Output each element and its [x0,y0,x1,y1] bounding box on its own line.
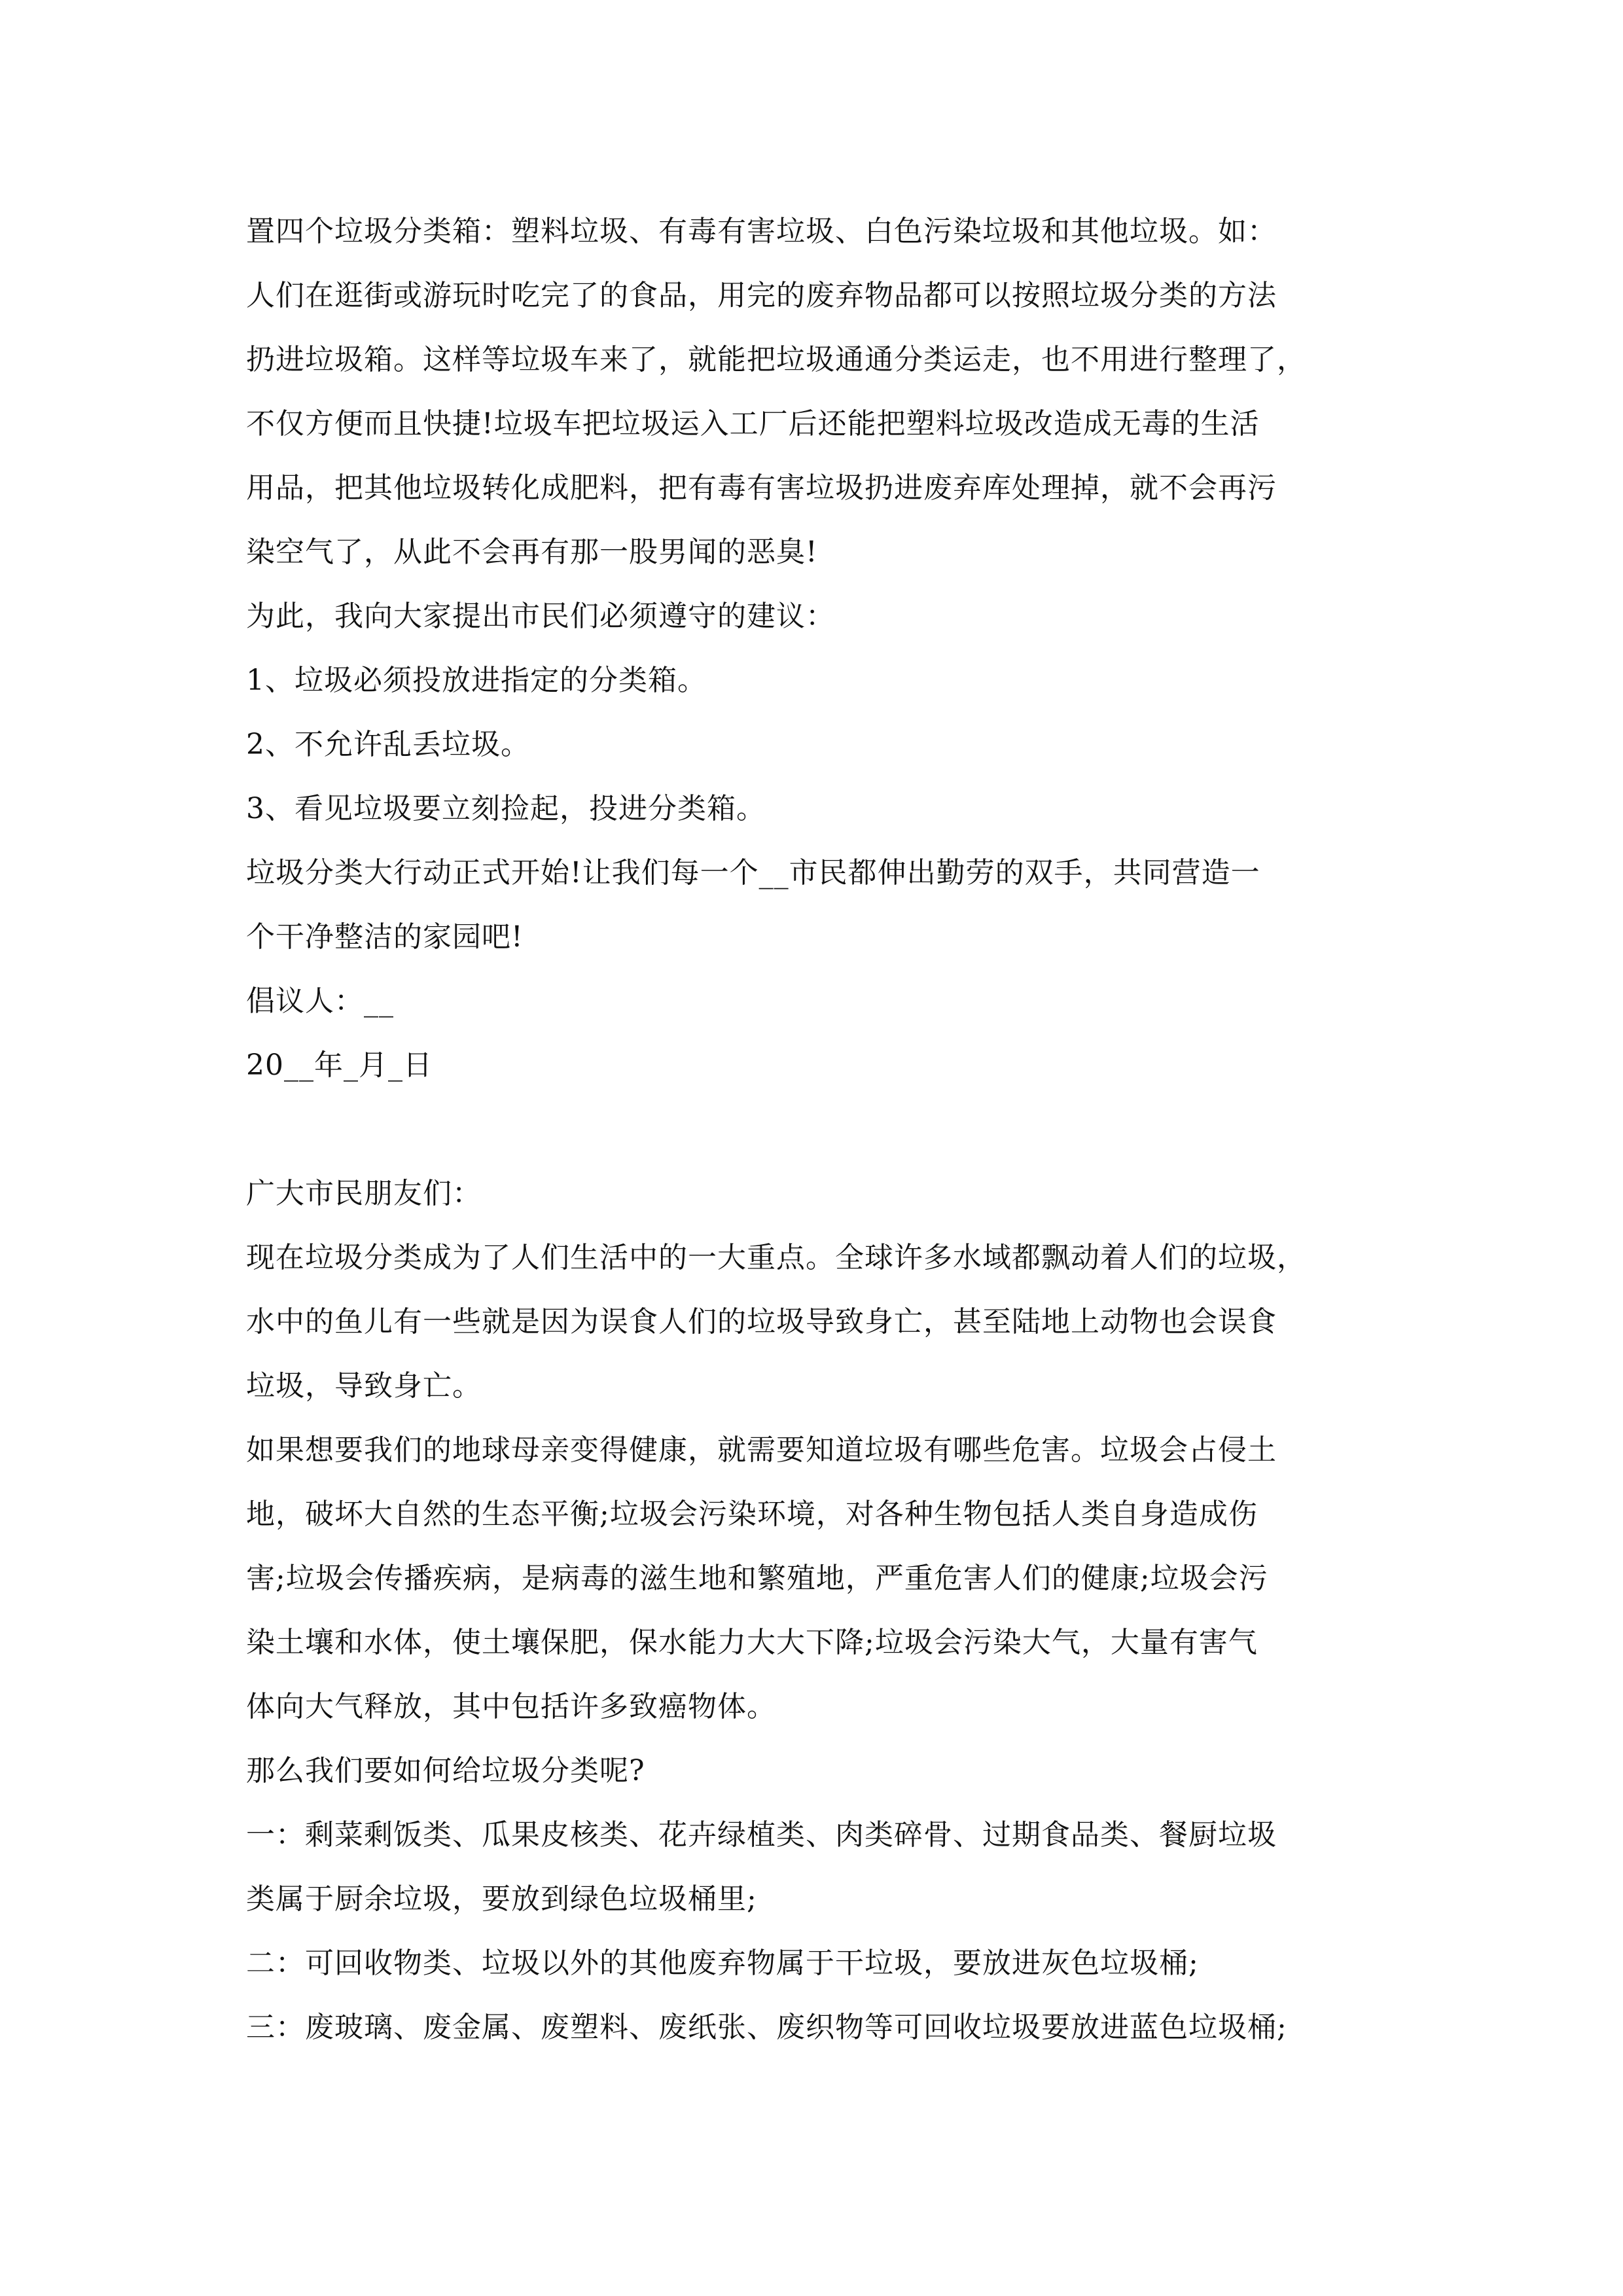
body-text-line: 地，破坏大自然的生态平衡;垃圾会污染环境，对各种生物包括人类自身造成伤 [246,1498,1258,1531]
proposal-intro: 为此，我向大家提出市民们必须遵守的建议： [246,600,835,633]
body-text-line: 现在垃圾分类成为了人们生活中的一大重点。全球许多水域都飘动着人们的垃圾， [246,1241,1306,1274]
proposal-item: 2、不允许乱丢垃圾。 [246,728,530,761]
body-text-line: 染空气了，从此不会再有那一股男闻的恶臭! [246,535,818,569]
question-line: 那么我们要如何给垃圾分类呢? [246,1754,645,1787]
category-item: 一：剩菜剩饭类、瓜果皮核类、花卉绿植类、肉类碎骨、过期食品类、餐厨垃圾 [246,1818,1277,1852]
body-text-line: 如果想要我们的地球母亲变得健康，就需要知道垃圾有哪些危害。垃圾会占侵土 [246,1433,1277,1467]
closing-text-line: 垃圾分类大行动正式开始!让我们每一个__市民都伸出勤劳的双手，共同营造一 [246,856,1260,889]
salutation: 广大市民朋友们： [246,1177,482,1210]
body-text-line: 不仅方便而且快捷!垃圾车把垃圾运入工厂后还能把塑料垃圾改造成无毒的生活 [246,407,1260,440]
body-text-line: 害;垃圾会传播疾病，是病毒的滋生地和繁殖地，严重危害人们的健康;垃圾会污 [246,1562,1268,1595]
category-item: 三：废玻璃、废金属、废塑料、废纸张、废织物等可回收垃圾要放进蓝色垃圾桶; [246,2011,1287,2044]
body-text-line: 用品，把其他垃圾转化成肥料，把有毒有害垃圾扔进废弃库处理掉，就不会再污 [246,471,1277,505]
body-text-line: 置四个垃圾分类箱：塑料垃圾、有毒有害垃圾、白色污染垃圾和其他垃圾。如： [246,215,1277,248]
proposal-item: 3、看见垃圾要立刻捡起，投进分类箱。 [246,792,766,825]
body-text-line: 染土壤和水体，使土壤保肥，保水能力大大下降;垃圾会污染大气，大量有害气 [246,1626,1258,1659]
body-text-line: 体向大气释放，其中包括许多致癌物体。 [246,1690,776,1723]
category-item: 类属于厨余垃圾，要放到绿色垃圾桶里; [246,1882,757,1916]
body-text-line: 人们在逛街或游玩时吃完了的食品，用完的废弃物品都可以按照垃圾分类的方法 [246,279,1277,312]
signer-line: 倡议人：__ [246,984,394,1018]
body-text-line: 水中的鱼儿有一些就是因为误食人们的垃圾导致身亡，甚至陆地上动物也会误食 [246,1305,1277,1338]
body-text-line: 扔进垃圾箱。这样等垃圾车来了，就能把垃圾通通分类运走，也不用进行整理了， [246,343,1306,376]
proposal-item: 1、垃圾必须投放进指定的分类箱。 [246,664,707,697]
date-line: 20__年_月_日 [246,1049,433,1082]
closing-text-line: 个干净整洁的家园吧! [246,920,524,954]
category-item: 二：可回收物类、垃圾以外的其他废弃物属于干垃圾，要放进灰色垃圾桶; [246,1946,1199,1980]
body-text-line: 垃圾，导致身亡。 [246,1369,482,1403]
